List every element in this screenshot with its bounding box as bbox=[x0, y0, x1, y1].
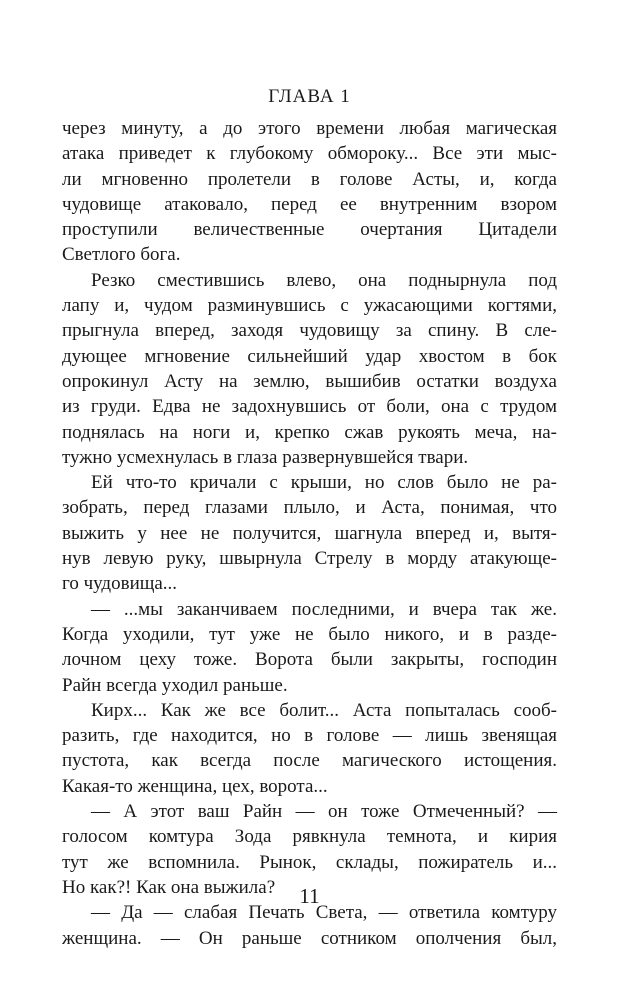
page-number: 11 bbox=[299, 884, 320, 908]
text-line: тужно усмехнулась в глаза развернувшейся твари. bbox=[62, 446, 469, 468]
body-text bbox=[62, 116, 557, 951]
text-line: поднялась на ноги и, крепко сжав рукоять меча, на- bbox=[62, 421, 557, 443]
text-line: — ...мы заканчиваем последними, и вчера так же. bbox=[91, 598, 557, 620]
text-line: лочном цеху тоже. Ворота были закрыты, господин bbox=[62, 649, 557, 671]
text-line: атака приведет к глубокому обмороку... Все эти мыс- bbox=[62, 143, 557, 165]
text-line: нув левую руку, швырнула Стрелу в морду атакующе- bbox=[62, 548, 557, 570]
text-line: Кирх... Как же все болит... Аста попыталась сооб- bbox=[91, 699, 557, 721]
text-line: лапу и, чудом разминувшись с ужасающими когтями, bbox=[62, 295, 557, 317]
text-line: опрокинул Асту на землю, вышибив остатки воздуха bbox=[62, 370, 557, 392]
text-line: тут же вспомнила. Рынок, склады, пожиратель и... bbox=[62, 851, 557, 873]
text-line: — Да — слабая Печать Света, — ответила комтуру bbox=[91, 902, 557, 924]
text-line: прыгнула вперед, заходя чудовищу за спину. В сле- bbox=[62, 320, 557, 342]
text-line: Ей что-то кричали с крыши, но слов было не ра- bbox=[91, 472, 557, 494]
text-line: Но как?! Как она выжила? bbox=[62, 876, 276, 898]
text-line: проступили величественные очертания Цитадели bbox=[62, 219, 557, 241]
text-line: го чудовища... bbox=[62, 573, 178, 595]
text-line: ли мгновенно пролетели в голове Асты, и, когда bbox=[62, 168, 557, 190]
text-line: через минуту, а до этого времени любая магическая bbox=[62, 118, 557, 139]
text-line: дующее мгновение сильнейший удар хвостом в бок bbox=[62, 345, 557, 367]
text-line: Какая-то женщина, цех, ворота... bbox=[62, 775, 328, 797]
text-line: чудовище атаковало, перед ее внутренним взором bbox=[62, 193, 557, 215]
text-line: выжить у нее не получится, шагнула вперед и, вытя- bbox=[62, 522, 557, 544]
running-head: ГЛАВА 1 bbox=[268, 86, 351, 107]
text-line: зобрать, перед глазами плыло, и Аста, понимая, что bbox=[62, 497, 557, 519]
text-line: из груди. Едва не задохнувшись от боли, она с трудом bbox=[62, 396, 557, 418]
text-line: Когда уходили, тут уже не было никого, и в разде- bbox=[62, 623, 557, 645]
text-line: Светлого бога. bbox=[62, 244, 181, 266]
text-line: разить, где находится, но в голове — лишь звенящая bbox=[62, 725, 557, 747]
text-line: Резко сместившись влево, она поднырнула под bbox=[91, 269, 557, 291]
text-line: голосом комтура Зода рявкнула темнота, и кирия bbox=[62, 826, 557, 848]
text-line: женщина. — Он раньше сотником ополчения был, bbox=[62, 927, 557, 949]
text-line: — А этот ваш Райн — он тоже Отмеченный? — bbox=[91, 801, 557, 823]
text-line: Райн всегда уходил раньше. bbox=[62, 674, 288, 696]
text-line: пустота, как всегда после магического истощения. bbox=[62, 750, 557, 772]
